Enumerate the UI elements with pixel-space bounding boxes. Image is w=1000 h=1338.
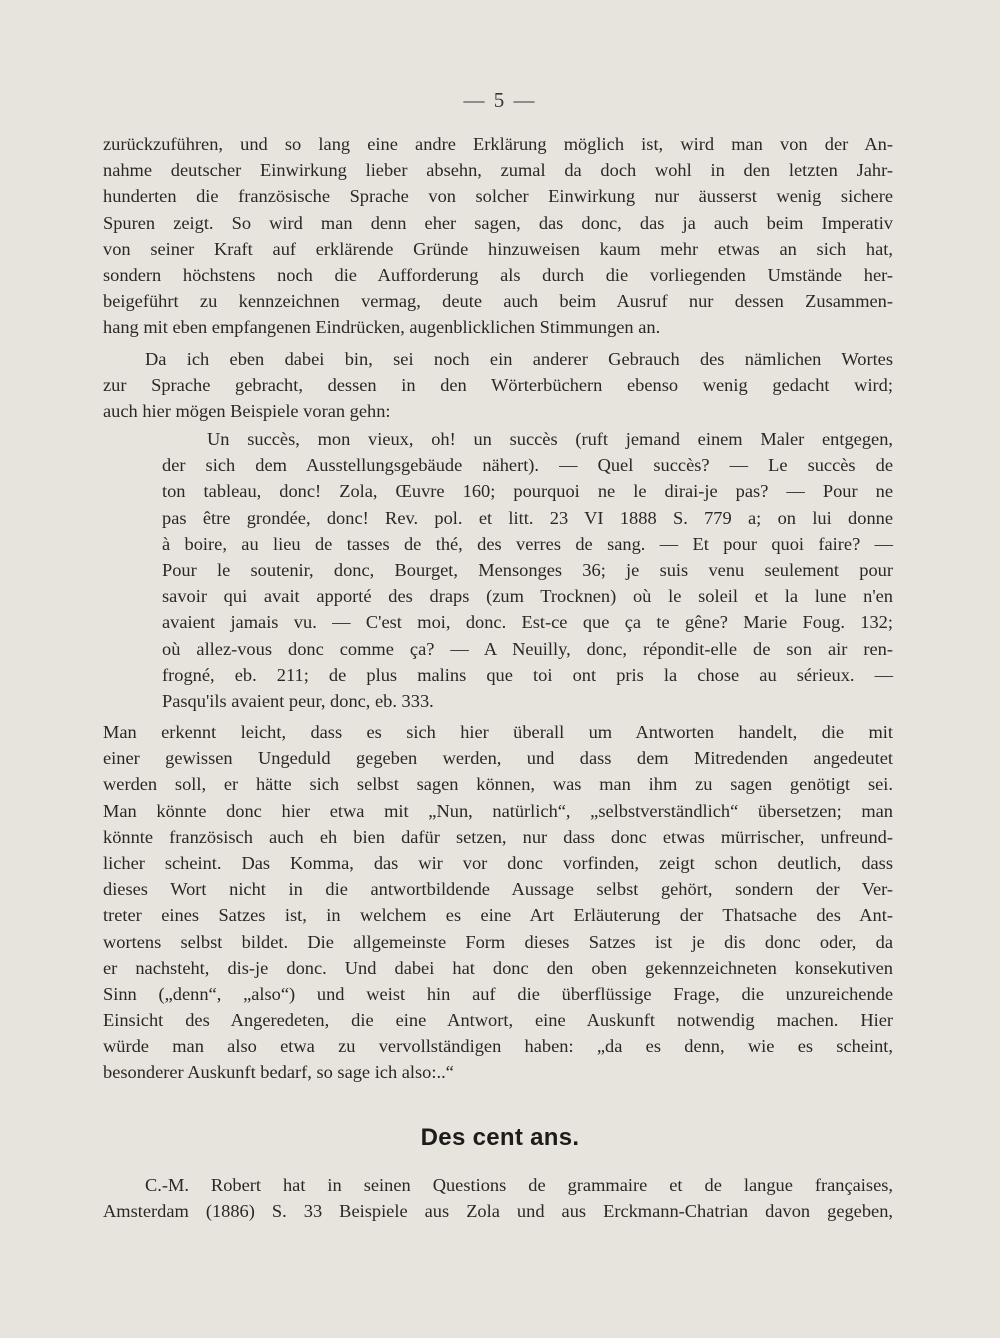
text-line: er nachsteht, dis-je donc. Und dabei hat donc den oben gekennzeichneten konsekutiven <box>103 957 893 978</box>
text-line: auch hier mögen Beispiele voran gehn: <box>103 401 391 422</box>
text-line: Da ich eben dabei bin, sei noch ein anderer Gebrauch des nämlichen Wortes <box>145 349 893 369</box>
quote-line: ton tableau, donc! Zola, Œuvre 160; pourquoi ne le dirai-je pas? — Pour ne <box>162 481 893 502</box>
quote-line: der sich dem Ausstellungsgebäude nähert). — Quel succès? — Le succès de <box>162 455 893 476</box>
quote-line: à boire, au lieu de tasses de thé, des verres de sang. — Et pour quoi faire? — <box>162 533 893 554</box>
paragraph-3 <box>103 719 893 1086</box>
text-line: treter eines Satzes ist, in welchem es eine Art Erläuterung der Thatsache des Ant- <box>103 905 893 926</box>
quote-line: avaient jamais vu. — C'est moi, donc. Est-ce que ça te gêne? Marie Foug. 132; <box>162 612 893 633</box>
text-line: zur Sprache gebracht, dessen in den Wörterbüchern ebenso wenig gedacht wird; <box>103 375 893 396</box>
text-line: von seiner Kraft auf erklärende Gründe hinzuweisen kaum mehr etwas an sich hat, <box>103 238 893 259</box>
text-line: C.-M. Robert hat in seinen Questions de grammaire et de langue françaises, <box>145 1175 893 1195</box>
text-line: hunderten die französische Sprache von solcher Einwirkung nur äusserst wenig sichere <box>103 186 893 207</box>
text-line: Man könnte donc hier etwa mit „Nun, natürlich“, „selbstverständlich“ übersetzen; man <box>103 800 893 821</box>
quote-line: savoir qui avait apporté des draps (zum Trocknen) où le soleil et la lune n'en <box>162 586 893 607</box>
section-heading: Des cent ans. <box>420 1124 580 1151</box>
text-line: hang mit eben empfangenen Eindrücken, augenblicklichen Stimmungen an. <box>103 317 661 338</box>
text-line: licher scheint. Das Komma, das wir vor donc vorfinden, zeigt schon deutlich, dass <box>103 852 893 873</box>
text-line: wortens selbst bildet. Die allgemeinste Form dieses Satzes ist je dis donc oder, da <box>103 931 893 952</box>
quote-line: pas être grondée, donc! Rev. pol. et litt. 23 VI 1888 S. 779 a; on lui donne <box>162 507 893 528</box>
quotation-block <box>103 426 893 714</box>
text-line: Amsterdam (1886) S. 33 Beispiele aus Zola und aus Erckmann-Chatrian davon gegeben, <box>103 1201 893 1222</box>
quote-line: Un succès, mon vieux, oh! un succès (ruft jemand einem Maler entgegen, <box>207 429 893 449</box>
text-line: nahme deutscher Einwirkung lieber absehn, zumal da doch wohl in den letzten Jahr- <box>103 160 893 181</box>
text-line: Einsicht des Angeredeten, die eine Antwort, eine Auskunft notwendig machen. Hier <box>103 1010 893 1031</box>
quote-line: Pour le soutenir, donc, Bourget, Mensonges 36; je suis venu seulement pour <box>162 559 893 580</box>
text-line: einer gewissen Ungeduld gegeben werden, und dass dem Mitredenden angedeutet <box>103 748 893 769</box>
text-line: werden soll, er hätte sich selbst sagen können, was man ihm zu sagen genötigt sei. <box>103 774 893 795</box>
text-line: dieses Wort nicht in die antwortbildende Aussage selbst gehört, sondern der Ver- <box>103 879 893 900</box>
quote-line: frogné, eb. 211; de plus malins que toi ont pris la chose au sérieux. — <box>162 664 893 685</box>
paragraph-1 <box>103 131 893 341</box>
text-line: Sinn („denn“, „also“) und weist hin auf die überflüssige Frage, die unzureichende <box>103 983 893 1004</box>
quote-line: Pasqu'ils avaient peur, donc, eb. 333. <box>162 690 434 711</box>
text-line: sondern höchstens noch die Aufforderung als durch die vorliegenden Umstände her- <box>103 264 893 285</box>
text-line: beigeführt zu kennzeichnen vermag, deute auch beim Ausruf nur dessen Zusammen- <box>103 291 893 312</box>
text-line: zurückzuführen, und so lang eine andre Erklärung möglich ist, wird man von der An- <box>103 134 893 154</box>
page-number: — 5 — <box>463 88 537 112</box>
text-line: würde man also etwa zu vervollständigen haben: „da es denn, wie es scheint, <box>103 1036 893 1057</box>
text-line: besonderer Auskunft bedarf, so sage ich also:..“ <box>103 1062 454 1083</box>
text-line: Man erkennt leicht, dass es sich hier überall um Antworten handelt, die mit <box>103 722 893 742</box>
quote-line: où allez-vous donc comme ça? — A Neuilly, donc, répondit-elle de son air ren- <box>162 638 893 659</box>
text-line: könnte französisch auch eh bien dafür setzen, nur dass donc etwas mürrischer, unfreund- <box>103 826 893 847</box>
text-line: Spuren zeigt. So wird man denn eher sagen, das donc, das ja auch beim Imperativ <box>103 212 893 233</box>
paragraph-4 <box>103 1172 893 1224</box>
paragraph-2 <box>103 346 893 425</box>
